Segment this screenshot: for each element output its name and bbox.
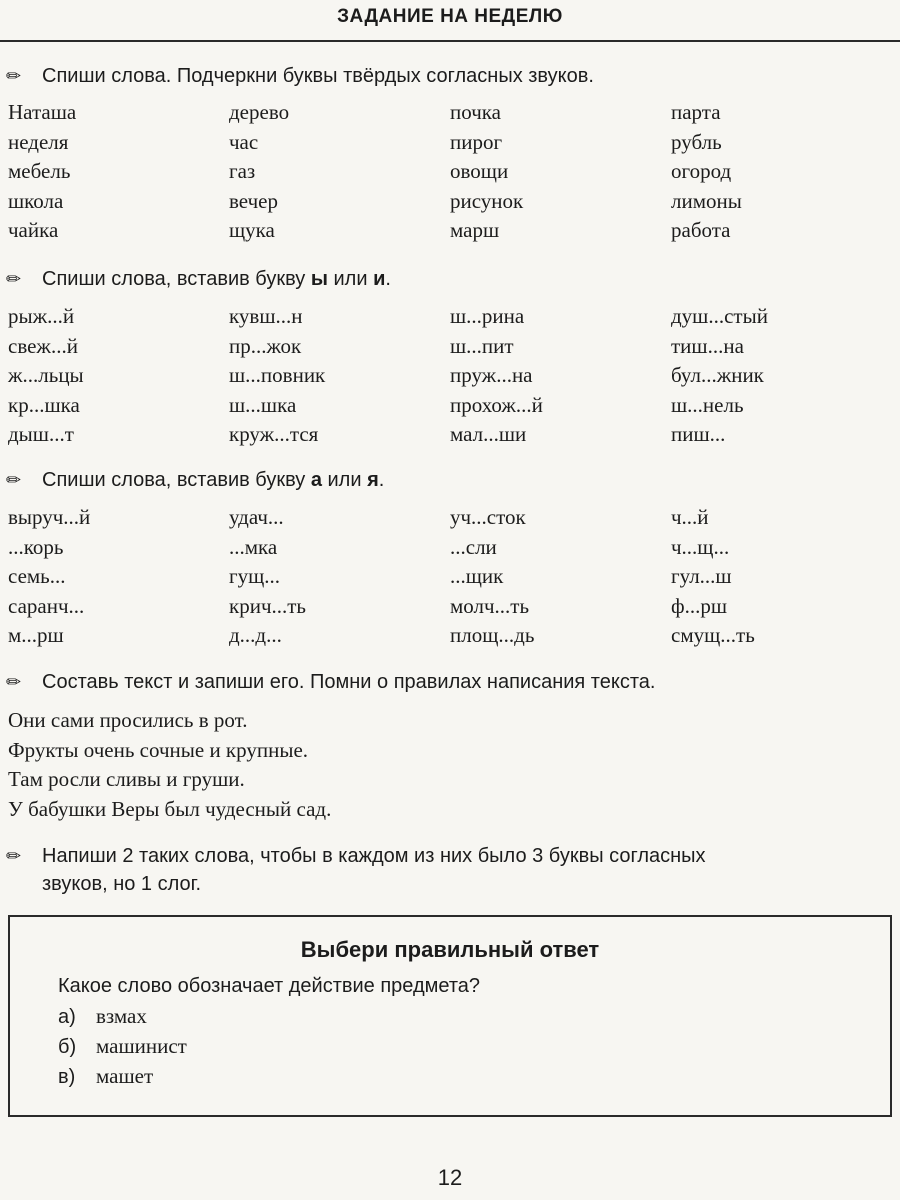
word: д...д...: [229, 623, 282, 647]
word: ж...льцы: [8, 363, 84, 387]
word-row: [8, 564, 892, 594]
word-row: [8, 505, 892, 535]
word-row: [8, 304, 892, 334]
word: Наташа: [8, 100, 77, 124]
letter-highlight: а: [310, 469, 322, 491]
letter-highlight: ы: [310, 268, 328, 290]
word: м...рш: [8, 623, 64, 647]
word: пиш...: [671, 422, 726, 446]
word: саранч...: [8, 593, 85, 618]
pencil-icon: ✏: [6, 672, 22, 692]
word: молч...ть: [450, 593, 530, 618]
word: огород: [671, 159, 732, 183]
word: ш...нель: [671, 392, 744, 417]
word: ш...пит: [450, 333, 514, 358]
task-3-instruction: ✏ Спиши слова, вставив букву а или я.: [6, 466, 890, 494]
word: кувш...н: [229, 304, 303, 328]
task-1-word-grid: [8, 100, 892, 248]
letter-highlight: и: [373, 268, 386, 290]
quiz-option-c: [58, 1064, 890, 1088]
word: школа: [8, 188, 64, 213]
word-row: [8, 363, 892, 393]
task-5-instruction: ✏ Напиши 2 таких слова, чтобы в каждом из них было 3 буквы согласных звуков, но 1 слог.: [6, 842, 890, 898]
word: час: [229, 129, 259, 154]
option-letter: б): [58, 1036, 77, 1058]
word: щука: [229, 218, 275, 242]
word: семь...: [8, 564, 66, 588]
task-3-word-grid: [8, 505, 892, 653]
word: овощи: [450, 159, 509, 183]
option-text: машинист: [96, 1034, 187, 1058]
pencil-icon: ✏: [6, 470, 22, 490]
sentence: Они сами просились в рот.: [8, 708, 248, 732]
word: гущ...: [229, 564, 281, 588]
word: смущ...ть: [671, 623, 755, 647]
word: газ: [229, 159, 256, 183]
word: ч...й: [671, 505, 709, 529]
option-text: машет: [96, 1064, 154, 1088]
quiz-option-a: [58, 1004, 890, 1028]
word: почка: [450, 100, 501, 124]
word: парта: [671, 100, 721, 124]
word: рыж...й: [8, 304, 75, 328]
page-number: 12: [437, 1165, 463, 1190]
word: дерево: [229, 100, 290, 124]
word-row: [8, 100, 892, 130]
word: выруч...й: [8, 505, 91, 529]
word: удач...: [229, 505, 284, 529]
word-row: [8, 130, 892, 160]
pencil-icon: ✏: [6, 66, 22, 86]
letter-highlight: я: [367, 469, 379, 491]
word: работа: [671, 218, 731, 242]
word: крич...ть: [229, 593, 307, 618]
option-letter: в): [58, 1066, 76, 1088]
word: душ...стый: [671, 304, 768, 328]
word: кр...шка: [8, 392, 80, 417]
task-2-instruction: ✏ Спиши слова, вставив букву ы или и.: [6, 265, 890, 293]
word: площ...дь: [450, 623, 535, 647]
word: ...сли: [450, 534, 497, 559]
word: тиш...на: [671, 333, 744, 358]
word: пр...жок: [229, 333, 302, 358]
word-row: [8, 393, 892, 423]
word: рубль: [671, 129, 722, 154]
sentence: У бабушки Веры был чудесный сад.: [8, 796, 332, 821]
word: ...щик: [450, 564, 504, 588]
word: ш...рина: [450, 304, 525, 328]
word: гул...ш: [671, 564, 732, 588]
word: мебель: [8, 159, 71, 183]
option-letter: а): [58, 1006, 76, 1028]
task-4-instruction: ✏ Составь текст и запиши его. Помни о правилах написания текста.: [6, 668, 890, 696]
word: уч...сток: [450, 505, 526, 529]
word: дыш...т: [8, 422, 74, 446]
word-row: [8, 218, 892, 248]
word: бул...жник: [671, 363, 764, 387]
task-4-sentences: [8, 706, 331, 824]
word-row: [8, 535, 892, 565]
word-row: [8, 422, 892, 452]
word: ш...повник: [229, 363, 326, 387]
option-text: взмах: [96, 1004, 147, 1028]
word: неделя: [8, 129, 69, 154]
quiz-box: [8, 915, 892, 1117]
word: вечер: [229, 188, 278, 213]
quiz-title: Выбери правильный ответ: [300, 937, 600, 962]
word-row: [8, 189, 892, 219]
pencil-icon: ✏: [6, 269, 22, 289]
quiz-question: Какое слово обозначает действие предмета?: [58, 975, 481, 997]
word: пирог: [450, 129, 503, 154]
word: мал...ши: [450, 422, 527, 446]
word: прохож...й: [450, 392, 543, 417]
word-row: [8, 159, 892, 189]
word: лимоны: [671, 188, 742, 213]
sentence: Там росли сливы и груши.: [8, 767, 245, 791]
word: ч...щ...: [671, 534, 730, 559]
word: чайка: [8, 218, 59, 242]
page-header-title: ЗАДАНИЕ НА НЕДЕЛЮ: [337, 6, 563, 27]
word: пруж...на: [450, 363, 533, 387]
word: марш: [450, 218, 500, 242]
word: рисунок: [450, 188, 524, 213]
word: ш...шка: [229, 392, 297, 417]
sentence: Фрукты очень сочные и крупные.: [8, 737, 309, 762]
word: ...корь: [8, 534, 64, 559]
word-row: [8, 594, 892, 624]
task-2-word-grid: [8, 304, 892, 452]
page-header: [0, 0, 900, 42]
quiz-option-b: [58, 1034, 890, 1058]
pencil-icon: ✏: [6, 846, 22, 866]
word: ф...рш: [671, 593, 728, 618]
task-1-instruction: ✏ Спиши слова. Подчеркни буквы твёрдых согласных звуков.: [6, 62, 890, 90]
word: свеж...й: [8, 333, 78, 358]
word: ...мка: [229, 534, 278, 559]
word: круж...тся: [229, 422, 319, 446]
word-row: [8, 334, 892, 364]
word-row: [8, 623, 892, 653]
